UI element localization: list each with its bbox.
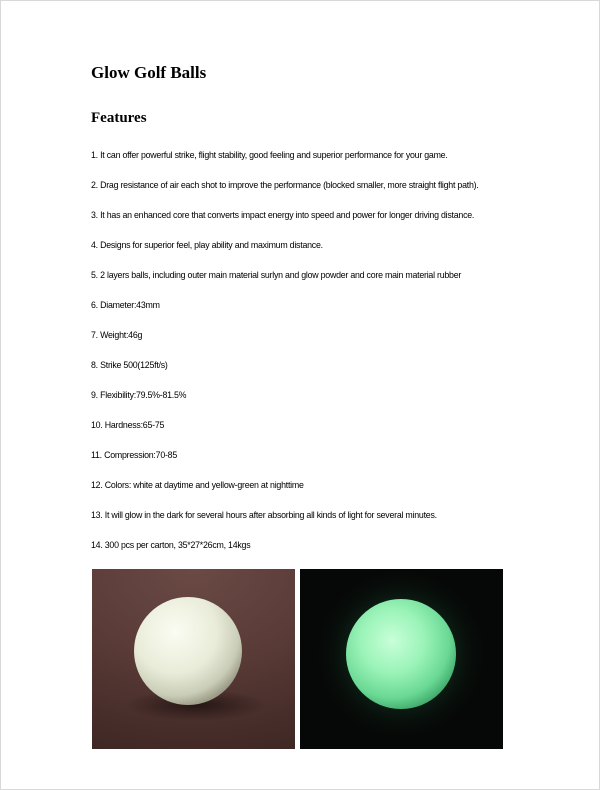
feature-item: 1. It can offer powerful strike, flight stability, good feeling and superior performance for your game. [91, 149, 448, 160]
feature-item: 12. Colors: white at daytime and yellow-green at nighttime [91, 479, 304, 490]
nighttime-golf-ball-photo [300, 569, 503, 749]
features-list [91, 148, 521, 568]
feature-item: 8. Strike 500(125ft/s) [91, 359, 168, 370]
feature-item: 10. Hardness:65-75 [91, 419, 165, 430]
nighttime-golf-ball-image [300, 569, 503, 749]
daytime-golf-ball-image [92, 569, 295, 749]
feature-item: 5. 2 layers balls, including outer main material surlyn and glow powder and core main material rubber [91, 269, 462, 280]
feature-item: 11. Compression:70-85 [91, 449, 178, 460]
daytime-golf-ball-photo [92, 569, 295, 749]
feature-item: 9. Flexibility:79.5%-81.5% [91, 389, 187, 400]
feature-item: 3. It has an enhanced core that converts impact energy into speed and power for longer driving distance. [91, 209, 475, 220]
glowing-golf-ball [346, 599, 456, 709]
feature-item: 14. 300 pcs per carton, 35*27*26cm, 14kgs [91, 539, 251, 550]
feature-item: 4. Designs for superior feel, play ability and maximum distance. [91, 239, 323, 250]
golf-ball [134, 597, 242, 705]
feature-item: 6. Diameter:43mm [91, 299, 160, 310]
feature-item: 13. It will glow in the dark for several hours after absorbing all kinds of light for several minutes. [91, 509, 437, 520]
feature-item: 2. Drag resistance of air each shot to improve the performance (blocked smaller, more straight flight path). [91, 179, 479, 190]
features-heading: Features [91, 110, 147, 126]
feature-item: 7. Weight:46g [91, 329, 143, 340]
document-title: Glow Golf Balls [91, 63, 207, 82]
